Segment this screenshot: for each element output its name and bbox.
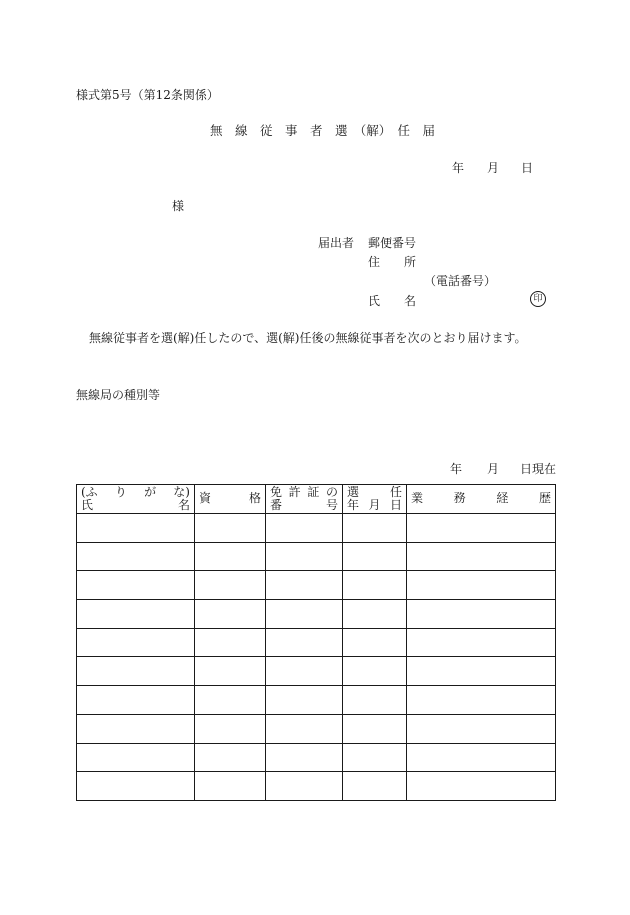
name-cell[interactable] [77,743,195,772]
qualification-cell[interactable] [195,628,266,657]
name-cell[interactable] [77,628,195,657]
license-number-cell[interactable] [266,600,343,629]
date-month: 月 [487,161,500,175]
name-cell[interactable] [77,571,195,600]
appointment-date-cell[interactable] [343,743,407,772]
header-qualification: 資 格 [195,485,266,514]
work-history-cell[interactable] [407,657,556,686]
license-number-cell[interactable] [266,772,343,801]
work-history-cell[interactable] [407,714,556,743]
statement-text: 無線従事者を選(解)任したので、選(解)任後の無線従事者を次のとおり届けます。 [89,331,527,345]
phone-label: （電話番号） [424,274,497,288]
as-of-day: 日現在 [520,462,557,476]
date-day: 日 [521,161,534,175]
document-title: 無 線 従 事 者 選 （解） 任 届 [210,123,436,138]
header-license-number: 免 許 証 の 番 号 [266,485,343,514]
appointment-date-cell[interactable] [343,628,407,657]
table-row [77,571,556,600]
qualification-cell[interactable] [195,743,266,772]
notifier-label: 届出者 [318,236,355,250]
table-body [77,514,556,801]
license-number-cell[interactable] [266,686,343,715]
license-number-cell[interactable] [266,657,343,686]
qualification-cell[interactable] [195,514,266,543]
name-cell[interactable] [77,600,195,629]
license-number-cell[interactable] [266,714,343,743]
appointment-date-cell[interactable] [343,714,407,743]
appointment-date-cell[interactable] [343,514,407,543]
license-number-cell[interactable] [266,542,343,571]
table-row [77,743,556,772]
qualification-cell[interactable] [195,600,266,629]
appointment-date-cell[interactable] [343,686,407,715]
name-cell[interactable] [77,772,195,801]
appointment-date-cell[interactable] [343,571,407,600]
qualification-cell[interactable] [195,542,266,571]
work-history-cell[interactable] [407,772,556,801]
work-history-cell[interactable] [407,542,556,571]
name-cell[interactable] [77,514,195,543]
qualification-cell[interactable] [195,571,266,600]
table-header-row [77,485,556,514]
table-row [77,657,556,686]
name-cell[interactable] [77,542,195,571]
appointment-date-cell[interactable] [343,657,407,686]
postal-code-label: 郵便番号 [368,236,417,250]
date-year: 年 [452,161,465,175]
address-label: 住 所 [368,255,417,269]
addressee-suffix: 様 [172,199,185,213]
form-number: 様式第5号（第12条関係） [76,88,219,102]
as-of-month: 月 [487,462,500,476]
work-history-cell[interactable] [407,628,556,657]
name-label: 氏 名 [368,294,417,308]
table-row [77,600,556,629]
table-row [77,772,556,801]
appointment-date-cell[interactable] [343,772,407,801]
table-row [77,514,556,543]
license-number-cell[interactable] [266,743,343,772]
license-number-cell[interactable] [266,571,343,600]
header-name: (ふ り が な) 氏 名 [77,485,195,514]
header-appointment-date: 選 任 年 月 日 [343,485,407,514]
table-row [77,542,556,571]
name-cell[interactable] [77,714,195,743]
qualification-cell[interactable] [195,686,266,715]
license-number-cell[interactable] [266,628,343,657]
qualification-cell[interactable] [195,772,266,801]
table-row [77,628,556,657]
engineer-table [76,484,556,801]
header-work-history: 業 務 経 歴 [407,485,556,514]
name-cell[interactable] [77,686,195,715]
license-number-cell[interactable] [266,514,343,543]
work-history-cell[interactable] [407,743,556,772]
table-row [77,714,556,743]
station-type-label: 無線局の種別等 [76,388,161,402]
qualification-cell[interactable] [195,657,266,686]
qualification-cell[interactable] [195,714,266,743]
work-history-cell[interactable] [407,686,556,715]
as-of-year: 年 [450,462,463,476]
work-history-cell[interactable] [407,600,556,629]
work-history-cell[interactable] [407,571,556,600]
table-row [77,686,556,715]
work-history-cell[interactable] [407,514,556,543]
seal-mark: 印 [530,291,546,307]
appointment-date-cell[interactable] [343,600,407,629]
name-cell[interactable] [77,657,195,686]
appointment-date-cell[interactable] [343,542,407,571]
